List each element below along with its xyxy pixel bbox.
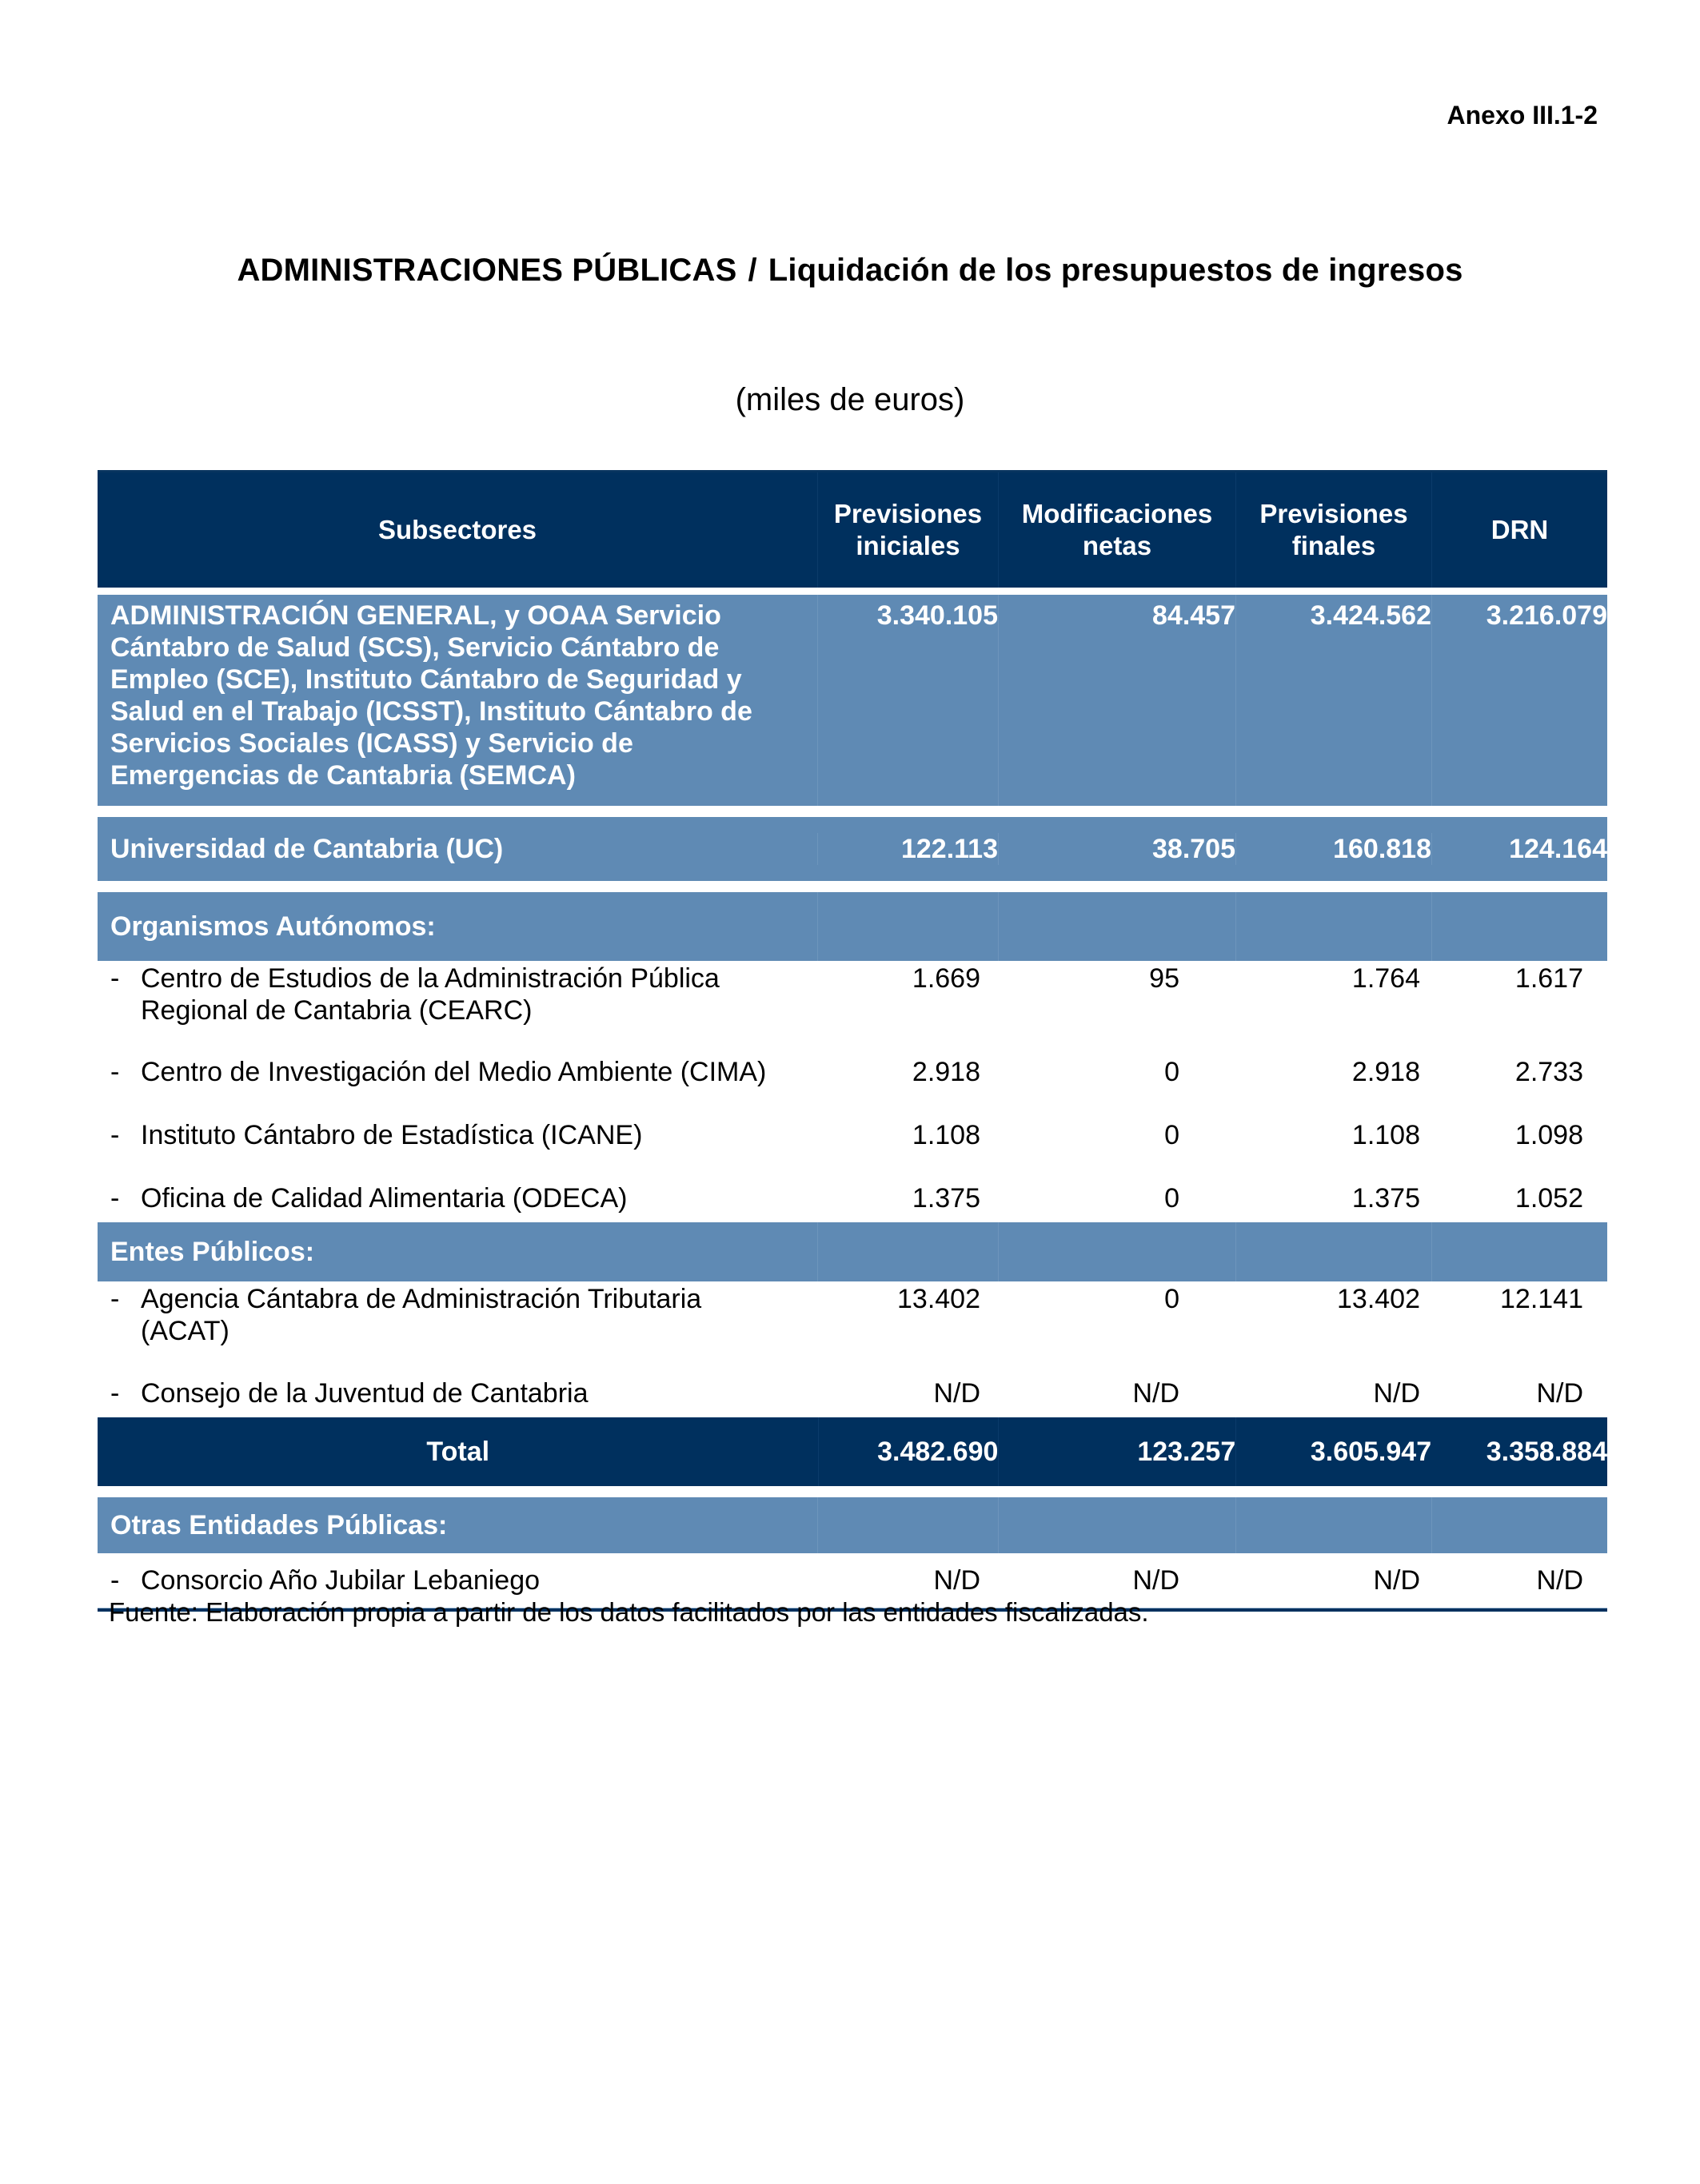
units-label: (miles de euros)	[735, 382, 965, 417]
bullet-dash: -	[110, 1120, 120, 1150]
section-header-entes	[98, 1222, 1607, 1281]
col-header-subsectores: Subsectores	[377, 515, 537, 544]
source-note: Fuente: Elaboración propia a partir de los datos facilitados por las entidades fiscalizadas.	[109, 1597, 1149, 1627]
cell-previsiones-finales: 1.764	[1351, 963, 1420, 994]
table-row	[98, 1118, 1607, 1181]
table-row	[98, 1376, 1607, 1417]
bullet-dash: -	[110, 963, 120, 994]
row-label: Consorcio Año Jubilar Lebaniego	[141, 1565, 541, 1596]
col-header-previsiones-finales	[1235, 472, 1431, 588]
section-header-organismos	[98, 892, 1607, 961]
table-header	[98, 470, 1607, 588]
cell-modificaciones-netas: 0	[1164, 1057, 1179, 1087]
cell-modificaciones-netas: 38.705	[998, 833, 1235, 865]
table-row-universidad	[98, 817, 1607, 881]
col-header-drn: DRN	[1431, 472, 1607, 588]
col-header-previsiones-iniciales	[817, 472, 998, 588]
table-row-total	[98, 1417, 1607, 1486]
cell-previsiones-finales: 3.605.947	[1235, 1417, 1431, 1486]
cell-previsiones-finales: 13.402	[1337, 1284, 1420, 1314]
row-label: Centro de Investigación del Medio Ambiente (CIMA)	[141, 1057, 767, 1087]
cell-previsiones-iniciales: 1.669	[912, 963, 980, 994]
cell-previsiones-iniciales: N/D	[933, 1378, 980, 1409]
annex-label: Anexo III.1-2	[1447, 101, 1598, 130]
cell-previsiones-finales: 1.108	[1351, 1120, 1420, 1150]
col-header-line: Modificaciones	[1021, 499, 1213, 528]
cell-drn: 3.216.079	[1431, 595, 1607, 806]
title-left: ADMINISTRACIONES PÚBLICAS	[237, 253, 737, 288]
row-label: Oficina de Calidad Alimentaria (ODECA)	[141, 1183, 628, 1214]
cell-drn: N/D	[1536, 1565, 1583, 1596]
bullet-dash: -	[110, 1183, 120, 1214]
cell-previsiones-iniciales: 1.108	[912, 1120, 980, 1150]
section-label: Entes Públicos:	[110, 1237, 315, 1267]
cell-modificaciones-netas: 95	[1149, 963, 1179, 994]
title-right: Liquidación de los presupuestos de ingresos	[768, 253, 1463, 288]
cell-drn: 1.098	[1514, 1120, 1583, 1150]
cell-previsiones-iniciales: 13.402	[897, 1284, 980, 1314]
cell-drn: 1.617	[1514, 963, 1583, 994]
budget-table	[98, 470, 1607, 1612]
row-label: Instituto Cántabro de Estadística (ICANE)	[141, 1120, 643, 1150]
col-header-line: netas	[1082, 531, 1152, 560]
cell-modificaciones-netas: 123.257	[998, 1417, 1235, 1486]
cell-drn: 1.052	[1514, 1183, 1583, 1214]
cell-previsiones-finales: N/D	[1373, 1378, 1420, 1409]
col-header-line: Previsiones	[833, 499, 983, 528]
cell-previsiones-finales: 160.818	[1235, 833, 1431, 865]
cell-modificaciones-netas: 84.457	[998, 595, 1235, 806]
table-row	[98, 961, 1607, 1054]
cell-drn: 124.164	[1431, 833, 1607, 865]
total-label: Total	[426, 1437, 490, 1467]
row-label: Centro de Estudios de la Administración Pública Regional de Cantabria (CEARC)	[141, 963, 720, 1026]
table-row	[98, 1181, 1607, 1222]
cell-modificaciones-netas: 0	[1164, 1120, 1179, 1150]
col-header-line: finales	[1291, 531, 1376, 560]
col-header-modificaciones-netas	[998, 472, 1235, 588]
bullet-dash: -	[110, 1284, 120, 1314]
cell-drn: 2.733	[1514, 1057, 1583, 1087]
cell-drn: 12.141	[1500, 1284, 1583, 1314]
col-header-line: Previsiones	[1259, 499, 1408, 528]
cell-modificaciones-netas: N/D	[1132, 1565, 1179, 1596]
cell-previsiones-iniciales: 1.375	[912, 1183, 980, 1214]
table-row-admin-general	[98, 595, 1607, 806]
cell-previsiones-iniciales: N/D	[933, 1565, 980, 1596]
row-label: Agencia Cántabra de Administración Tributaria (ACAT)	[141, 1284, 702, 1346]
bullet-dash: -	[110, 1057, 120, 1087]
row-label: Consejo de la Juventud de Cantabria	[141, 1378, 589, 1409]
title-separator: /	[748, 253, 757, 288]
cell-previsiones-finales: 3.424.562	[1235, 595, 1431, 806]
cell-modificaciones-netas: N/D	[1132, 1378, 1179, 1409]
cell-drn: N/D	[1536, 1378, 1583, 1409]
bullet-dash: -	[110, 1565, 120, 1596]
cell-previsiones-iniciales: 3.482.690	[818, 1417, 999, 1486]
row-label: Universidad de Cantabria (UC)	[110, 834, 504, 864]
table-row	[98, 1054, 1607, 1118]
section-label: Otras Entidades Públicas:	[110, 1510, 448, 1540]
cell-previsiones-finales: 1.375	[1351, 1183, 1420, 1214]
row-label: ADMINISTRACIÓN GENERAL, y OOAA Servicio Cántabro de Salud (SCS), Servicio Cántabro de Empleo (SCE), Instituto Cántabro de Seguridad y Salud en el Trabajo (ICSST), Instituto Cántabro de Servicios Sociales (ICASS) y Servicio de Emergencias de Cantabria (SEMCA)	[110, 600, 752, 791]
cell-previsiones-iniciales: 3.340.105	[817, 595, 998, 806]
section-header-otras	[98, 1497, 1607, 1553]
cell-modificaciones-netas: 0	[1164, 1284, 1179, 1314]
cell-previsiones-finales: 2.918	[1351, 1057, 1420, 1087]
table-row	[98, 1281, 1607, 1376]
cell-previsiones-iniciales: 2.918	[912, 1057, 980, 1087]
cell-previsiones-iniciales: 122.113	[817, 833, 998, 865]
page-title	[0, 253, 1700, 289]
bullet-dash: -	[110, 1378, 120, 1409]
cell-drn: 3.358.884	[1486, 1437, 1607, 1467]
cell-previsiones-finales: N/D	[1373, 1565, 1420, 1596]
col-header-line: iniciales	[856, 531, 960, 560]
cell-modificaciones-netas: 0	[1164, 1183, 1179, 1214]
section-label: Organismos Autónomos:	[110, 911, 436, 942]
